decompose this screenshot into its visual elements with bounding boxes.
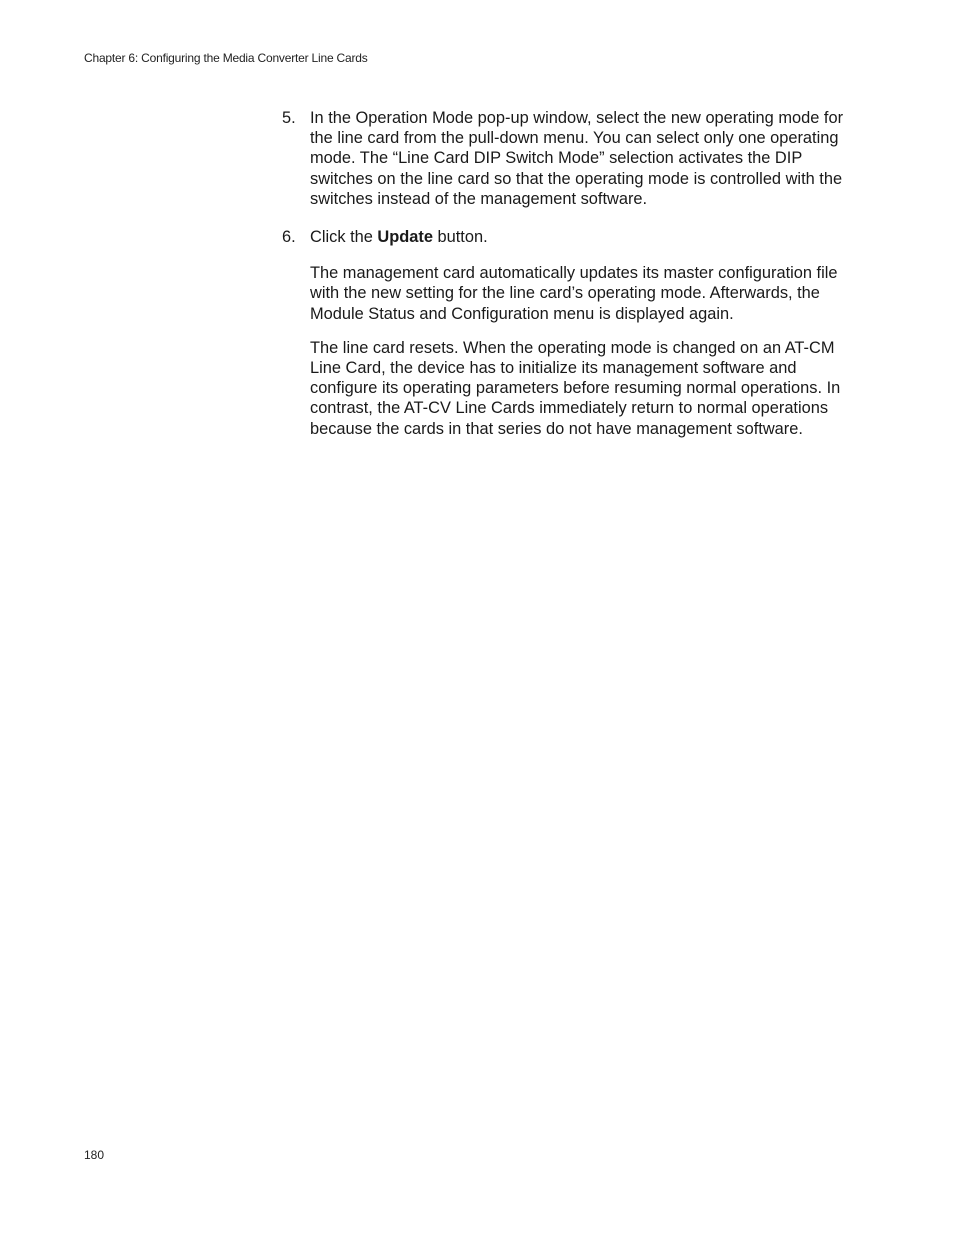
paragraph-config-update: The management card automatically updates its master configuration file with the new setting for the line card’s operating mode. Afterwards, the Module Status and Configuration menu is displayed again. (310, 264, 838, 323)
page-number: 180 (84, 1148, 105, 1162)
step-text: In the Operation Mode pop-up window, select the new operating mode for the line card from the pull-down menu. You can select only one operating mode. The “Line Card DIP Switch Mode” selection activates the DIP switches on the line card so that the operating mode is controlled with the switches instead of the management software. (310, 109, 844, 208)
paragraph-line-card-reset: The line card resets. When the operating mode is changed on an AT-CM Line Card, the device has to initialize its management software and configure its operating parameters before resuming normal operations. In contrast, the AT-CV Line Cards immediately return to normal operations because the cards in that series do not have management software. (310, 338, 841, 438)
step-text-after: button. (432, 228, 488, 247)
document-body (282, 108, 862, 439)
step-6 (282, 227, 862, 247)
update-button-reference: Update (377, 228, 433, 247)
step-5 (282, 108, 862, 209)
step-number: 6. (282, 228, 296, 247)
step-text (310, 227, 855, 247)
running-header: Chapter 6: Configuring the Media Converter Line Cards (84, 51, 368, 65)
step-number: 5. (282, 109, 296, 127)
step-text-before: Click the (310, 228, 378, 247)
